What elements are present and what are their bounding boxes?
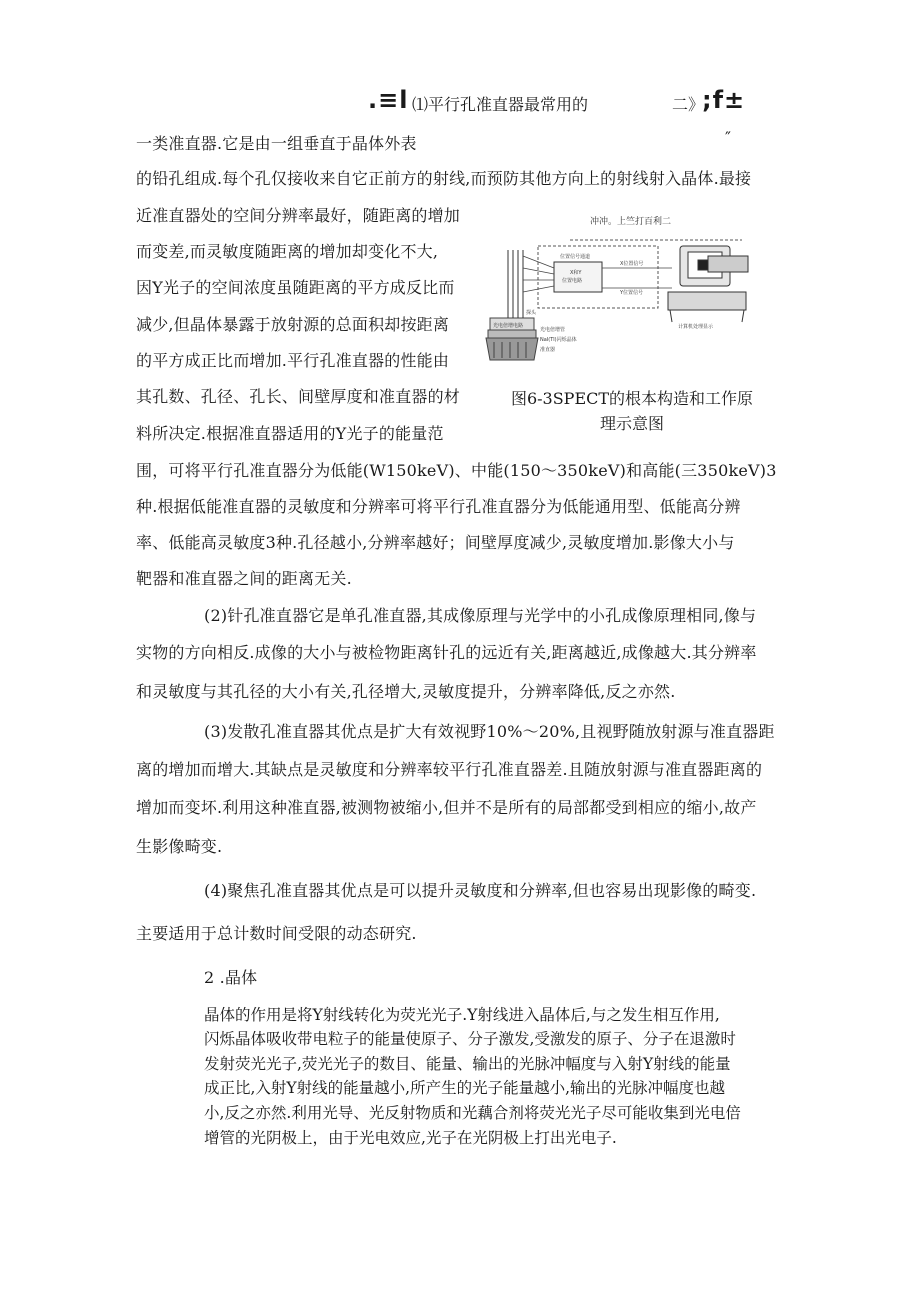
label-pmt-circuit: 光电倍增电路 xyxy=(493,323,524,329)
text-line: (2)针孔准直器它是单孔准直器,其成像原理与光学中的小孔成像原理相同,像与 xyxy=(204,606,757,625)
figure-title: 冲冲。上竺打百利二 xyxy=(590,217,672,227)
label-position-channel: 位置信号通道 xyxy=(560,254,591,260)
label-x-signal: X位置信号 xyxy=(620,261,644,267)
text-line: 实物的方向相反.成像的大小与被检物距离针孔的远近有关,距离越近,成像越大.其分辨率 xyxy=(136,643,757,662)
text-line: 生影像畸变. xyxy=(136,837,223,856)
text-line: 而变差,而灵敏度随距离的增加却变化不大, xyxy=(136,242,439,261)
text-line: (3)发散孔准直器其优点是扩大有效视野10%～20%,且视野随放射源与准直器距 xyxy=(204,722,775,741)
figure-caption-line1: 图6-3SPECT的根本构造和工作原 xyxy=(510,389,754,408)
text-line: 发射荧光光子,荧光光子的数目、能量、输出的光脉冲幅度与入射Y射线的能量 xyxy=(204,1055,731,1073)
header-mark: ″ xyxy=(725,128,732,147)
text-line: 主要适用于总计数时间受限的动态研究. xyxy=(136,924,417,943)
text-line: (4)聚焦孔准直器其优点是可以提升灵敏度和分辨率,但也容易出现影像的畸变. xyxy=(204,881,757,900)
text-line: 近准直器处的空间分辨率最好，随距离的增加 xyxy=(136,206,461,225)
text-line: 小,反之亦然.利用光导、光反射物质和光藕合剂将荧光光子尽可能收集到光电倍 xyxy=(204,1104,741,1122)
text-line: 离的增加而增大.其缺点是灵敏度和分辨率较平行孔准直器差.且随放射源与准直器距离的 xyxy=(136,760,763,779)
label-collimator: 准直器 xyxy=(540,347,556,353)
label-position-circuit: 位置电路 xyxy=(562,278,583,284)
label-pmt: 光电倍增管 xyxy=(540,327,566,333)
figure-caption-line2: 理示意图 xyxy=(599,414,664,433)
section-heading: 2 .晶体 xyxy=(204,968,258,987)
text-line: 围，可将平行孔准直器分为低能(W150keV)、中能(150～350keV)和高能(三350keV)3 xyxy=(136,461,777,480)
header-glyphs-right1: 二》 xyxy=(672,95,705,114)
text-line: 料所决定.根据准直器适用的Y光子的能量范 xyxy=(136,424,444,443)
text-line: 一类准直器.它是由一组垂直于晶体外表 xyxy=(136,134,417,153)
computer-workstation xyxy=(668,246,748,322)
text-line: 增管的光阴极上，由于光电效应,光子在光阴极上打出光电子. xyxy=(204,1129,617,1147)
header-title: ⑴平行孔准直器最常用的 xyxy=(412,95,589,114)
text-line: 率、低能高灵敏度3种.孔径越小,分辨率越好；间壁厚度减少,灵敏度增加.影像大小与 xyxy=(136,533,735,552)
label-y-signal: Y位置信号 xyxy=(620,290,644,296)
label-probe: 探头 xyxy=(526,310,537,316)
text-line: 减少,但晶体暴露于放射源的总面积却按距离 xyxy=(136,315,450,334)
text-line: 靶器和准直器之间的距离无关. xyxy=(136,569,352,588)
label-computer: 计算机处理显示 xyxy=(678,324,714,330)
header-glyphs-right2: ;f± xyxy=(702,86,746,114)
label-crystal: NaI(Tl)闪烁晶体 xyxy=(540,337,577,343)
text-line: 因Y光子的空间浓度虽随距离的平方成反比而 xyxy=(136,278,455,297)
spect-figure xyxy=(482,210,772,370)
text-line: 增加而变坏.利用这种准直器,被测物被缩小,但并不是所有的局部都受到相应的缩小,故产 xyxy=(136,798,757,817)
text-line: 和灵敏度与其孔径的大小有关,孔径增大,灵敏度提升，分辨率降低,反之亦然. xyxy=(136,682,676,701)
text-line: 晶体的作用是将Y射线转化为荧光光子.Y射线进入晶体后,与之发生相互作用, xyxy=(204,1006,720,1024)
text-line: 的平方成正比而增加.平行孔准直器的性能由 xyxy=(136,351,450,370)
header-glyphs-left: .≡l xyxy=(368,86,409,114)
text-line: 种.根据低能准直器的灵敏度和分辨率可将平行孔准直器分为低能通用型、低能高分辨 xyxy=(136,497,741,516)
text-line: 成正比,入射Y射线的能量越小,所产生的光子能量越小,输出的光脉冲幅度也越 xyxy=(204,1079,726,1097)
text-line: 闪烁晶体吸收带电粒子的能量使原子、分子激发,受激发的原子、分子在退激时 xyxy=(204,1030,736,1048)
spect-diagram xyxy=(482,210,772,370)
text-line: 其孔数、孔径、孔长、间壁厚度和准直器的材 xyxy=(136,387,461,406)
label-xy: X和Y xyxy=(570,270,582,276)
text-line: 的铅孔组成.每个孔仅接收来自它正前方的射线,而预防其他方向上的射线射入晶体.最接 xyxy=(136,169,752,188)
